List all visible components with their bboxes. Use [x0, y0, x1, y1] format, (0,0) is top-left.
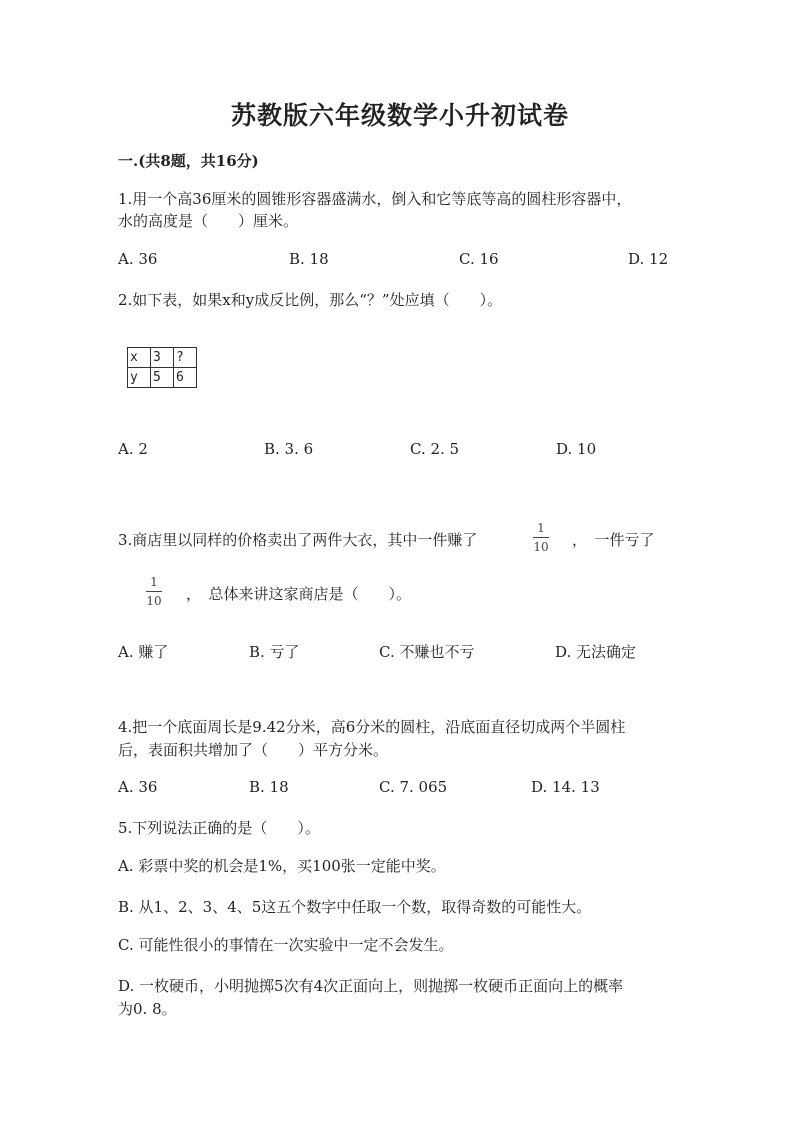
- question-4-option-b: B. 18: [249, 778, 289, 796]
- question-4-option-c: C. 7. 065: [379, 778, 448, 796]
- question-3-text-part-3: ， 总体来讲这家商店是（ ）。: [186, 585, 412, 603]
- question-4-option-d: D. 14. 13: [531, 778, 600, 796]
- fraction-denominator: 10: [533, 540, 549, 554]
- table-cell: ?: [174, 348, 197, 368]
- question-3-text-part-1: 3.商店里以同样的价格卖出了两件大衣，其中一件赚了: [118, 531, 478, 549]
- question-2-option-a: A. 2: [118, 440, 148, 458]
- question-5-option-d-line-1: D. 一枚硬币，小明抛掷5次有4次正面向上，则抛掷一枚硬币正面向上的概率: [118, 977, 624, 995]
- table-row: [128, 348, 197, 368]
- section-header: 一.(共8题，共16分): [118, 152, 259, 170]
- page-title: 苏教版六年级数学小升初试卷: [230, 101, 569, 130]
- question-1-line-2: 水的高度是（ ）厘米。: [118, 212, 299, 230]
- question-2-option-d: D. 10: [556, 440, 597, 458]
- fraction-numerator: 1: [150, 575, 158, 589]
- question-3-text-part-2: ， 一件亏了: [572, 531, 655, 549]
- table-cell: 5: [151, 368, 174, 388]
- table-cell: x: [128, 348, 151, 368]
- table-row: [128, 368, 197, 388]
- question-2-text: 2.如下表，如果x和y成反比例，那么“？”处应填（ ）。: [118, 291, 503, 309]
- question-5-option-b: B. 从1、2、3、4、5这五个数字中任取一个数，取得奇数的可能性大。: [118, 898, 592, 916]
- question-1-option-b: B. 18: [289, 250, 329, 268]
- question-3-option-c: C. 不赚也不亏: [379, 643, 475, 661]
- table-cell: y: [128, 368, 151, 388]
- question-1-option-c: C. 16: [459, 250, 499, 268]
- fraction-numerator: 1: [537, 521, 545, 535]
- question-3-option-b: B. 亏了: [249, 643, 300, 661]
- question-2-option-b: B. 3. 6: [264, 440, 314, 458]
- table-cell: 3: [151, 348, 174, 368]
- fraction-bar: [146, 591, 162, 592]
- question-4-option-a: A. 36: [118, 778, 158, 796]
- question-2-option-c: C. 2. 5: [410, 440, 460, 458]
- question-3-option-d: D. 无法确定: [555, 643, 637, 661]
- question-5-option-c: C. 可能性很小的事情在一次实验中一定不会发生。: [118, 936, 454, 954]
- question-5-text: 5.下列说法正确的是（ ）。: [118, 819, 320, 837]
- question-1-line-1: 1.用一个高36厘米的圆锥形容器盛满水，倒入和它等底等高的圆柱形容器中，: [118, 190, 632, 208]
- fraction-one-tenth: [146, 575, 162, 608]
- fraction-bar: [533, 537, 549, 538]
- fraction-one-tenth: [533, 521, 549, 554]
- question-1-option-a: A. 36: [118, 250, 158, 268]
- question-3-option-a: A. 赚了: [118, 643, 169, 661]
- question-5-option-a: A. 彩票中奖的机会是1%，买100张一定能中奖。: [118, 857, 446, 875]
- table-cell: 6: [174, 368, 197, 388]
- question-4-line-2: 后，表面积共增加了（ ）平方分米。: [118, 741, 389, 759]
- question-5-option-d-line-2: 为0. 8。: [118, 1000, 177, 1018]
- xy-table: [127, 347, 197, 388]
- question-1-option-d: D. 12: [628, 250, 669, 268]
- fraction-denominator: 10: [146, 594, 162, 608]
- question-4-line-1: 4.把一个底面周长是9.42分米，高6分米的圆柱，沿底面直径切成两个半圆柱: [118, 718, 626, 736]
